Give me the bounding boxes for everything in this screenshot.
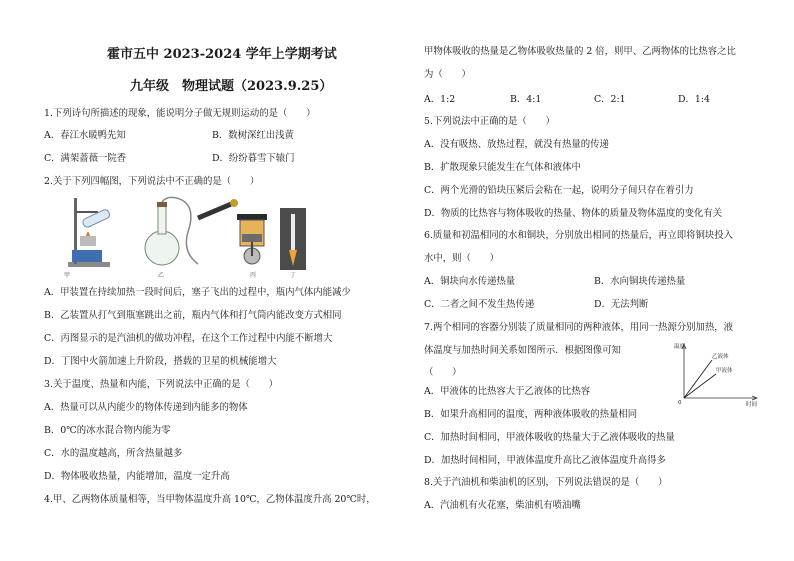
q4-option-d: D．1:4 <box>678 94 710 105</box>
q7-option-a: A．甲液体的比热容大于乙液体的比热容 <box>424 386 591 397</box>
q3-option-a: A．热量可以从内能少的物体传递到内能多的物体 <box>44 402 248 413</box>
q7-option-d: D．加热时间相同，甲液体温度升高比乙液体温度升高得多 <box>424 455 666 466</box>
exam-title: 霍市五中 2023-2024 学年上学期考试 <box>107 47 337 62</box>
q7-stem-3: （ ） <box>424 367 462 378</box>
figure-ding-rocket <box>280 208 306 270</box>
q3-option-c: C．水的温度越高，所含热量越多 <box>44 448 183 459</box>
q8-stem: 8.关于汽油机和柴油机的区别，下列说法错误的是（ ） <box>424 477 668 488</box>
q8-option-a: A．汽油机有火花塞，柴油机有喷油嘴 <box>424 500 581 511</box>
figure-caption-bing: 丙 <box>250 272 257 279</box>
figure-caption-ding: 丁 <box>290 272 297 279</box>
q6-option-c: C．二者之间不发生热传递 <box>424 299 535 310</box>
q1-option-c: C．满架蔷薇一院香 <box>44 153 127 164</box>
q6-stem-2: 水中，则（ ） <box>424 253 500 264</box>
figure-caption-yi: 乙 <box>158 272 165 279</box>
graph-line-yi <box>684 360 712 398</box>
q2-option-c: C．丙图显示的是汽油机的做功冲程，在这个工作过程中内能不断增大 <box>44 333 333 344</box>
q1-option-b: B．数树深红出浅黄 <box>212 130 294 141</box>
figure-caption-jia: 甲 <box>64 272 71 279</box>
q6-option-b: B．水向铜块传递热量 <box>594 276 686 287</box>
q6-option-a: A．铜块向水传递热量 <box>424 276 516 287</box>
q6-option-d: D．无法判断 <box>594 299 649 310</box>
q2-option-d: D．丁图中火箭加速上升阶段，搭载的卫星的机械能增大 <box>44 356 277 367</box>
exam-subtitle: 九年级 物理试题（2023.9.25） <box>130 79 333 94</box>
q5-option-c: C．两个光滑的铅块压紧后会粘在一起，说明分子间只存在着引力 <box>424 185 694 196</box>
q4-option-a: A．1:2 <box>424 94 456 105</box>
q7-stem-2: 体温度与加热时间关系如图所示．根据图像可知 <box>424 345 621 356</box>
q5-option-b: B．扩散现象只能发生在气体和液体中 <box>424 162 581 173</box>
q3-option-b: B．0℃的冰水混合物内能为零 <box>44 425 171 436</box>
q3-option-d: D．物体吸收热量，内能增加，温度一定升高 <box>44 471 230 482</box>
q2-option-b: B．乙装置从打气到瓶塞跳出之前，瓶内气体和打气筒内能改变方式相同 <box>44 310 342 321</box>
q7-temperature-time-graph <box>672 340 764 408</box>
q2-stem: 2.关于下列四幅图，下列说法中不正确的是（ ） <box>44 176 260 187</box>
graph-line-jia <box>684 374 716 398</box>
q2-option-a: A．甲装置在持续加热一段时间后，塞子飞出的过程中，瓶内气体内能减少 <box>44 287 351 298</box>
graph-y-label: 温度 <box>674 344 686 350</box>
q1-option-a: A．春江水暖鸭先知 <box>44 130 126 141</box>
q4-option-b: B．4:1 <box>510 94 542 105</box>
graph-line-jia-label: 甲液体 <box>716 368 733 374</box>
q1-stem: 1.下列诗句所描述的现象，能说明分子做无规则运动的是（ ） <box>44 108 316 119</box>
q4-continuation-2: 为（ ） <box>424 69 471 80</box>
q7-option-c: C．加热时间相同，甲液体吸收的热量大于乙液体吸收的热量 <box>424 432 675 443</box>
figure-bing-engine <box>234 212 270 266</box>
q4-continuation-1: 甲物体吸收的热量是乙物体吸收热量的 2 倍，则甲、乙两物体的比热容之比 <box>424 46 736 57</box>
q5-option-a: A．没有吸热、放热过程，就没有热量的传递 <box>424 139 609 150</box>
q4-option-c: C．2:1 <box>594 94 626 105</box>
q7-option-b: B．如果升高相同的温度，两种液体吸收的热量相同 <box>424 409 638 420</box>
q5-stem: 5.下列说法中正确的是（ ） <box>424 116 555 127</box>
q6-stem-1: 6.质量和初温相同的水和铜块，分别放出相同的热量后，再立即将铜块投入 <box>424 230 733 241</box>
q7-stem-1: 7.两个相同的容器分别装了质量相同的两种液体，用同一热源分别加热，液 <box>424 322 733 333</box>
graph-x-label: 时间 <box>746 402 758 408</box>
graph-line-yi-label: 乙液体 <box>712 354 729 360</box>
q3-stem: 3.关于温度、热量和内能，下列说法中正确的是（ ） <box>44 379 278 390</box>
q4-stem: 4.甲、乙两物体质量相等，当甲物体温度升高 10℃，乙物体温度升高 20℃时， <box>44 494 376 505</box>
q5-option-d: D．物质的比热容与物体吸收的热量、物体的质量及物体温度的变化有关 <box>424 208 723 219</box>
graph-origin-label: 0 <box>678 400 682 406</box>
q1-option-d: D．纷纷暮雪下辕门 <box>212 153 295 164</box>
figure-jia-test-tube <box>64 192 116 272</box>
